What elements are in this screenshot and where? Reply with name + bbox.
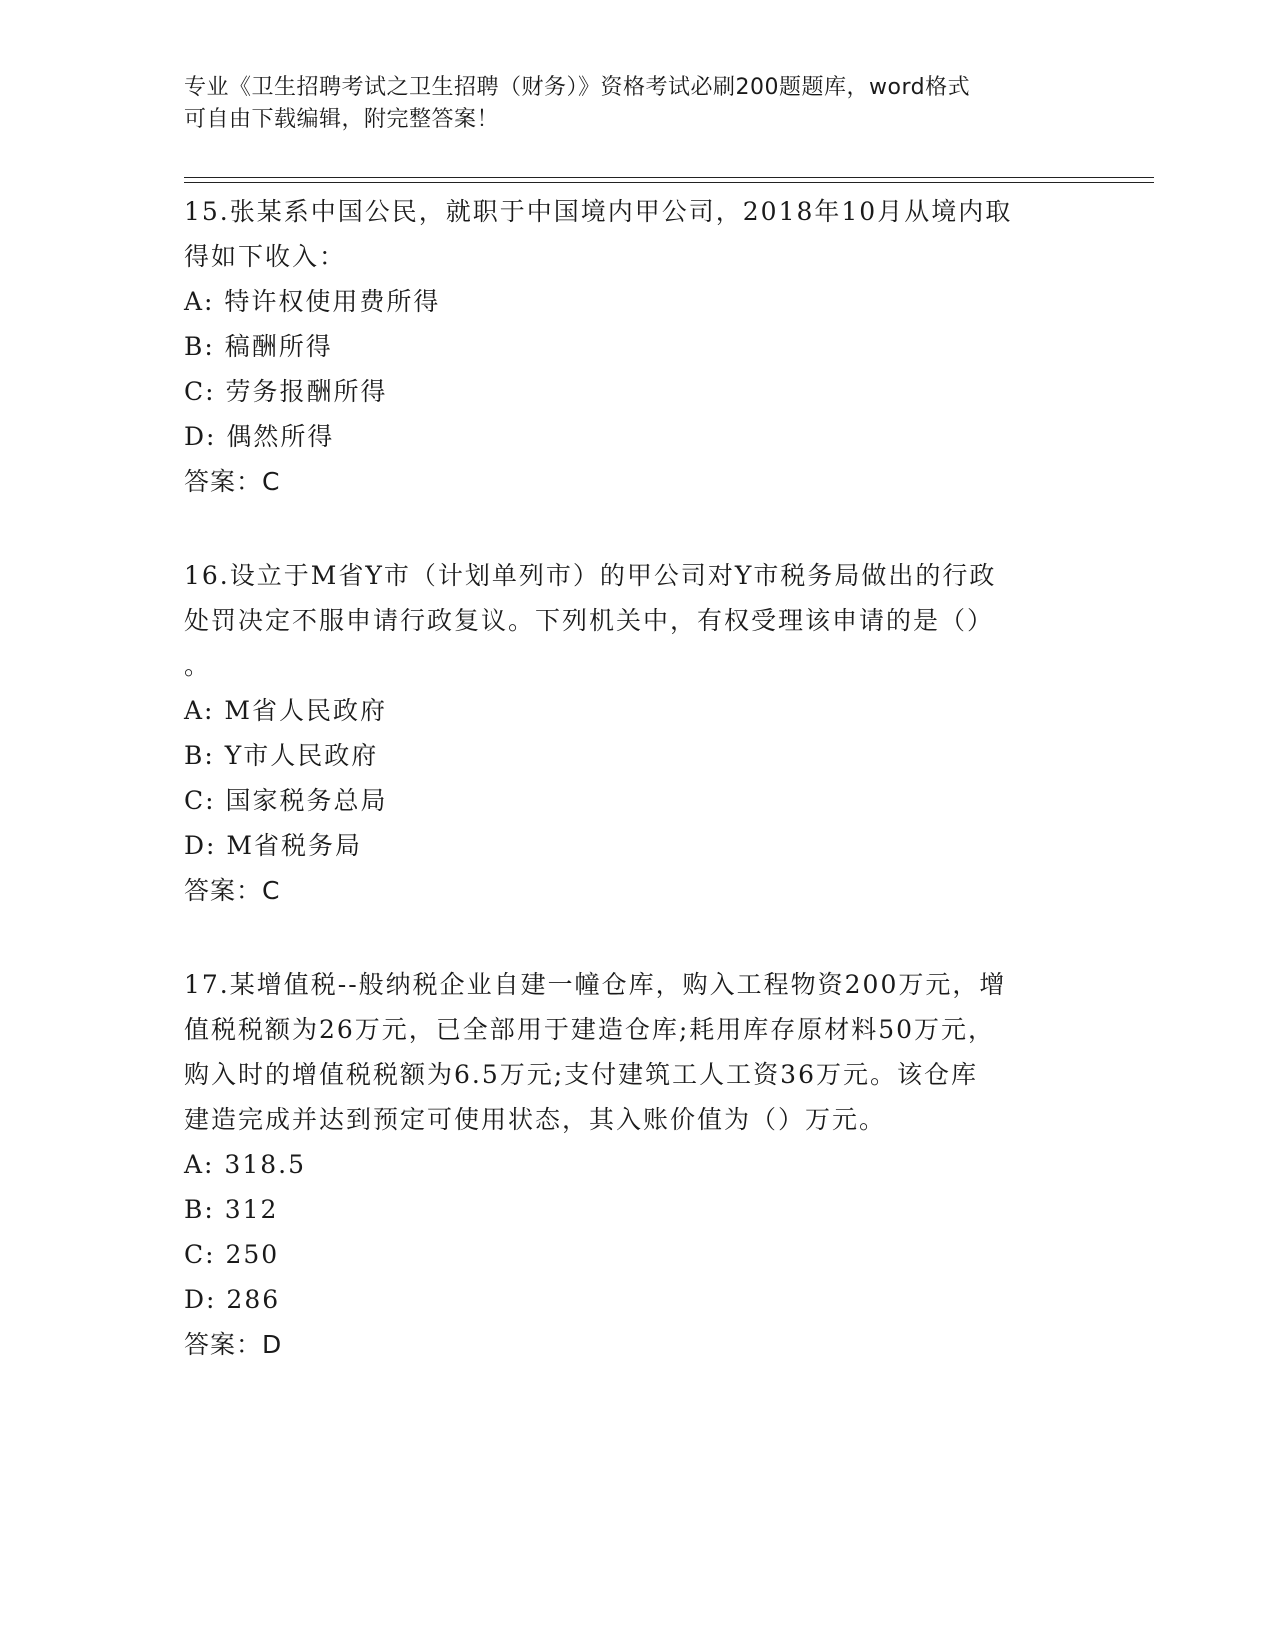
option-c: C: 劳务报酬所得 [184,377,388,406]
option-d: D: 偶然所得 [184,422,335,451]
document-header [184,72,1054,136]
question-17 [184,962,1064,1367]
header-line-1: 专业《卫生招聘考试之卫生招聘（财务）》资格考试必刷200题题库，word格式 [184,75,971,100]
answer: 答案：C [184,467,281,496]
option-b: B: 稿酬所得 [184,332,333,361]
header-divider-bottom [184,182,1154,183]
question-15 [184,189,1064,504]
question-text: 购入时的增值税税额为6.5万元;支付建筑工人工资36万元。该仓库 [184,1060,978,1089]
question-text: 建造完成并达到预定可使用状态，其入账价值为（）万元。 [184,1105,887,1134]
question-text: 得如下收入： [184,242,347,271]
option-d: D: M省税务局 [184,831,363,860]
option-a: A: 318.5 [184,1150,306,1179]
question-text: 16.设立于M省Y市（计划单列市）的甲公司对Y市税务局做出的行政 [184,561,997,590]
option-a: A: 特许权使用费所得 [184,287,441,316]
option-c: C: 国家税务总局 [184,786,388,815]
question-text: 17.某增值税--般纳税企业自建一幢仓库，购入工程物资200万元，增 [184,970,1007,999]
header-line-2: 可自由下载编辑，附完整答案！ [184,107,500,132]
option-b: B: Y市人民政府 [184,741,379,770]
answer: 答案：C [184,876,281,905]
option-b: B: 312 [184,1195,279,1224]
question-16 [184,553,1064,913]
option-d: D: 286 [184,1285,281,1314]
answer: 答案：D [184,1330,283,1359]
header-divider-top [184,177,1154,178]
question-text: 处罚决定不服申请行政复议。下列机关中，有权受理该申请的是（） [184,606,995,635]
question-text: 15.张某系中国公民，就职于中国境内甲公司，2018年10月从境内取 [184,197,1013,226]
question-text: 。 [184,651,212,680]
question-text: 值税税额为26万元，已全部用于建造仓库;耗用库存原材料50万元， [184,1015,996,1044]
option-a: A: M省人民政府 [184,696,388,725]
option-c: C: 250 [184,1240,280,1269]
